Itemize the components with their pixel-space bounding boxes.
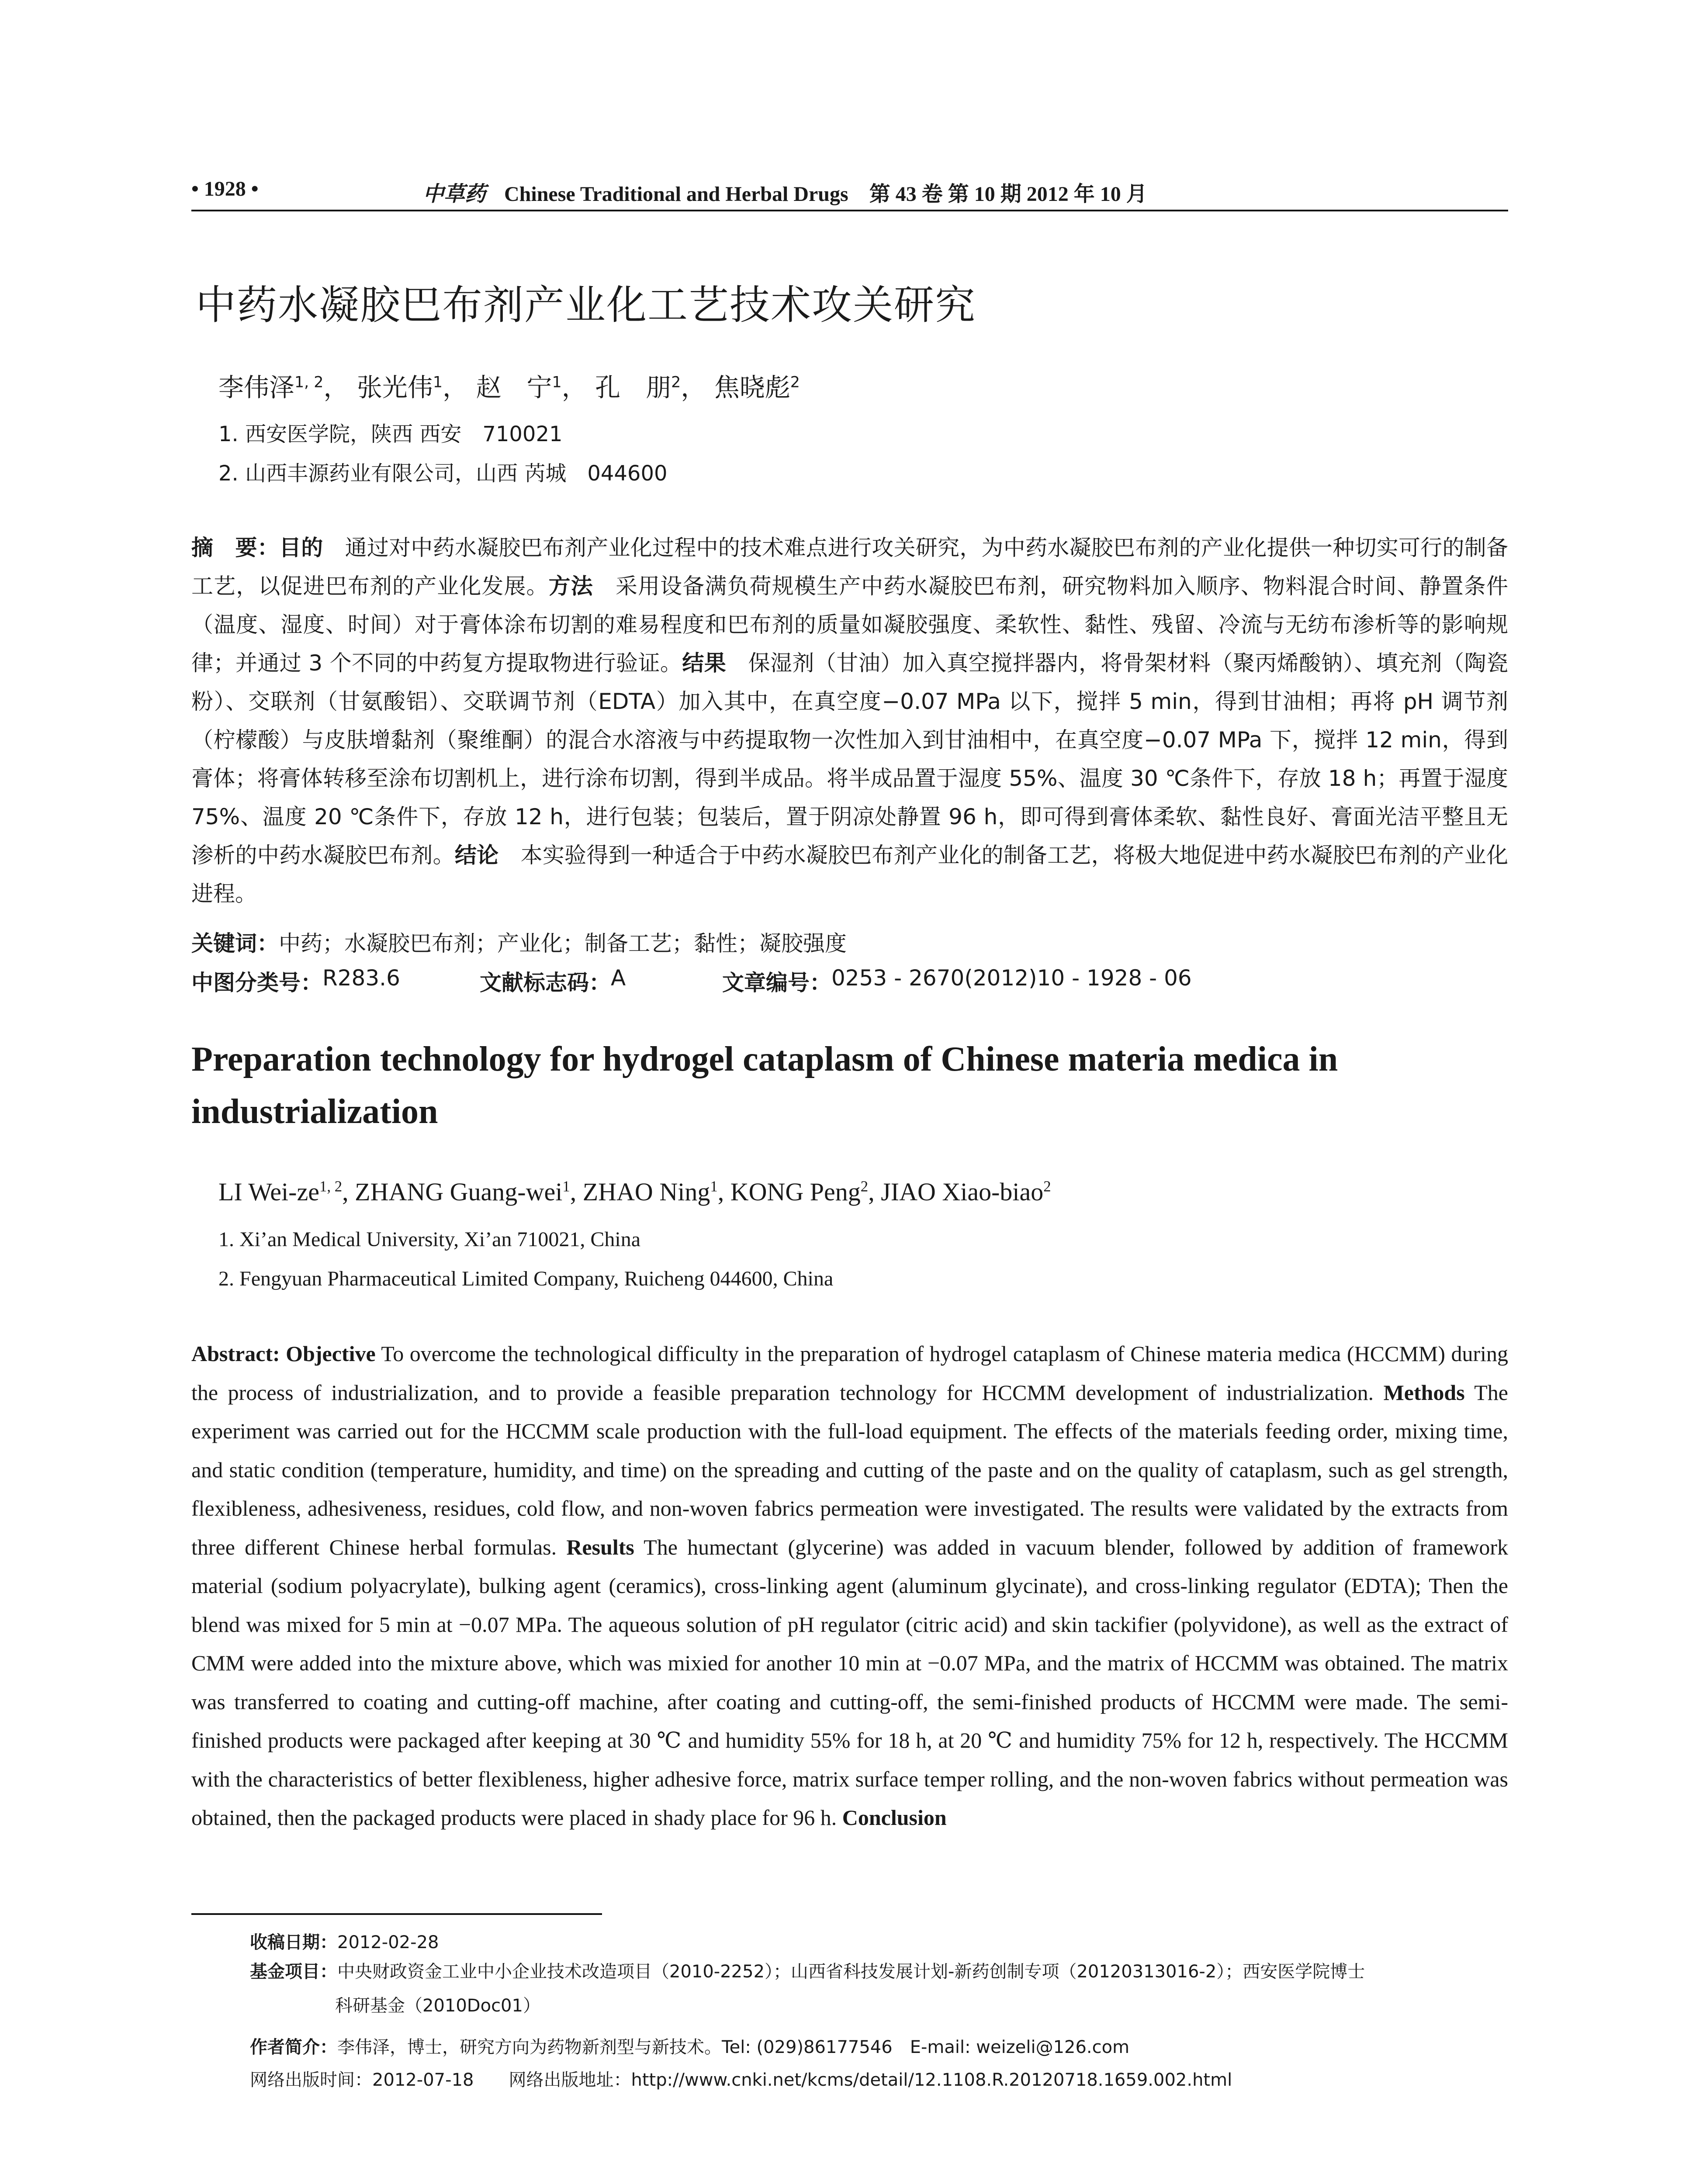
author-cn: 张光伟$^1$， [357, 373, 468, 402]
keywords-text: 中药；水凝胶巴布剂；产业化；制备工艺；黏性；凝胶强度 [279, 931, 847, 956]
journal-name-en: Chinese Traditional and Herbal Drugs [504, 183, 848, 206]
affiliation-cn-2: 2. 山西丰源药业有限公司，山西 芮城 044600 [218, 461, 668, 486]
affiliation-en-1: 1. Xi’an Medical University, Xi’an 710021, China [218, 1228, 641, 1251]
running-header [191, 173, 1508, 212]
affiliation-en-2: 2. Fengyuan Pharmaceutical Limited Company, Ruicheng 044600, China [218, 1267, 834, 1290]
author-en: JIAO Xiao-biao$^2$ [881, 1178, 1051, 1206]
abstract-en [191, 1334, 1508, 1837]
journal-logo-cn: 中草药 [423, 182, 486, 206]
objective-label: 目的 [279, 535, 323, 560]
author-en: ZHAO Ning$^1$, [582, 1178, 730, 1206]
author-en: KONG Peng$^2$, [730, 1178, 881, 1206]
journal-name [423, 177, 1147, 207]
objective-text: 通过对中药水凝胶巴布剂产业化过程中的技术难点进行攻关研究，为中药水凝胶巴布剂的产业化提供一种切实可行的制备工艺，以促进巴布剂的产业化发展。 [191, 535, 1509, 599]
journal-issue: 第 43 卷 第 10 期 2012 年 10 月 [869, 183, 1147, 206]
title-en: Preparation technology for hydrogel cataplasm of Chinese materia medica in industrialization [191, 1040, 1338, 1131]
keywords [191, 926, 847, 957]
abstract-conclusion-label: Conclusion [842, 1805, 947, 1830]
affiliation-cn-1: 1. 西安医学院，陕西 西安 710021 [218, 422, 563, 446]
footnote-rule [191, 1913, 602, 1915]
authors-cn [218, 367, 800, 404]
abstract-cn [191, 529, 1508, 913]
author-cn: 孔 朋$^2$， [595, 373, 706, 402]
conclusion-label: 结论 [454, 843, 499, 868]
abstract-results-text: The humectant (glycerine) was added in vacuum blender, followed by addition of framework material (sodium polyacrylate), bulking agent (ceramics), cross-linking agent (aluminum glycinate), and cross-linking regulator (EDTA); Then the blend was mixed for 5 min at −0.07 MPa. The aqueous solution of pH regulator (citric acid) and skin tackifier (polyvidone), as well as the extract of CMM were added into the mixture above, which was mixied for another 10 min at −0.07 MPa, and the matrix of HCCMM was obtained. The matrix was transferred to coating and cutting-off machine, after coating and cutting-off, the semi-finished products of HCCMM were made. The semi-finished products were packaged after keeping at 30 ℃ and humidity 55% for 18 h, at 20 ℃ and humidity 75% for 12 h, respectively. The HCCMM with the characteristics of better flexibleness, higher adhesive force, matrix surface temper rolling, and the non-woven fabrics without permeation was obtained, then the packaged products were placed in shady place for 96 h. [191, 1534, 1509, 1830]
footnote-online: 网络出版时间：2012-07-18 网络出版地址：http://www.cnki.net/kcms/detail/12.1108.R.20120718.1659.002.html [250, 2070, 1232, 2090]
footnote-fund: 基金项目：中央财政资金工业中小企业技术改造项目（2010-2252）；山西省科技发展计划-新药创制专项（20120313016-2）；西安医学院博士 科研基金（2010Doc01） [250, 1962, 1365, 2016]
author-cn: 李伟泽$^{1, 2}$， [218, 373, 349, 402]
abstract-objective-label: Abstract: Objective [191, 1341, 376, 1366]
article-number: 文章编号： 0253 - 2670(2012)10 - 1928 - 06 [722, 965, 1192, 995]
results-label: 结果 [682, 650, 727, 676]
conclusion-text: 本实验得到一种适合于中药水凝胶巴布剂产业化的制备工艺，将极大地促进中药水凝胶巴布剂的产业化进程。 [191, 843, 1509, 906]
keywords-label: 关键词： [191, 931, 279, 956]
author-cn: 赵 宁$^1$， [476, 373, 587, 402]
doc-code: 文献标志码： A [480, 965, 626, 995]
authors-en [218, 1177, 1051, 1206]
author-en: LI Wei-ze$^{1, 2}$, [218, 1178, 355, 1206]
abstract-methods-label: Methods [1383, 1380, 1465, 1405]
methods-label: 方法 [548, 574, 593, 599]
page-number: • 1928 • [191, 177, 259, 200]
author-en: ZHANG Guang-wei$^1$, [355, 1178, 583, 1206]
title-cn: 中药水凝胶巴布剂产业化工艺技术攻关研究 [196, 282, 976, 328]
author-cn: 焦晓彪$^2$ [714, 373, 800, 402]
abstract-results-label: Results [566, 1534, 634, 1559]
footnote-author: 作者简介：李伟泽，博士，研究方向为药物新剂型与新技术。Tel: (029)86177546 E-mail: weizeli@126.com [250, 2037, 1130, 2057]
abstract-methods-text: The experiment was carried out for the HCCMM scale production with the full-load equipment. The effects of the materials feeding order, mixing time, and static condition (temperature, humidity, and time) on the spreading and cutting of the paste and on the quality of cataplasm, such as gel strength, flexibleness, adhesiveness, residues, cold flow, and non-woven fabrics permeation were investigated. The results were validated by the extracts from three different Chinese herbal formulas. [191, 1380, 1508, 1559]
abstract-label: 摘 要： [191, 535, 279, 560]
abstract-objective-text: To overcome the technological difficulty in the preparation of hydrogel cataplasm of Chinese materia medica (HCCMM) during the process of industrialization, and to provide a feasible preparation technology for HCCMM development of industrialization. [191, 1341, 1508, 1405]
results-text: 保湿剂（甘油）加入真空搅拌器内，将骨架材料（聚丙烯酸钠）、填充剂（陶瓷粉）、交联剂（甘氨酸铝）、交联调节剂（EDTA）加入其中，在真空度−0.07 MPa 以下，搅拌 5 min，得到甘油相；再将 pH 调节剂（柠檬酸）与皮肤增黏剂（聚维酮）的混合水溶液与中药提取物一次性加入到甘油相中，在真空度−0.07 MPa 下，搅拌 12 min，得到膏体；将膏体转移至涂布切割机上，进行涂布切割，得到半成品。将半成品置于湿度 55%、温度 30 ℃条件下，存放 18 h；再置于湿度 75%、温度 20 ℃条件下，存放 12 h，进行包装；包装后，置于阴凉处静置 96 h，即可得到膏体柔软、黏性良好、膏面光洁平整且无渗析的中药水凝胶巴布剂。 [191, 650, 1509, 868]
footnote-received: 收稿日期：2012-02-28 [250, 1932, 439, 1952]
methods-text: 采用设备满负荷规模生产中药水凝胶巴布剂，研究物料加入顺序、物料混合时间、静置条件（温度、湿度、时间）对于膏体涂布切割的难易程度和巴布剂的质量如凝胶强度、柔软性、黏性、残留、冷流与无纺布渗析等的影响规律；并通过 3 个不同的中药复方提取物进行验证。 [191, 574, 1509, 676]
clc-code: 中图分类号： R283.6 [191, 965, 400, 995]
header-rule [191, 210, 1508, 211]
